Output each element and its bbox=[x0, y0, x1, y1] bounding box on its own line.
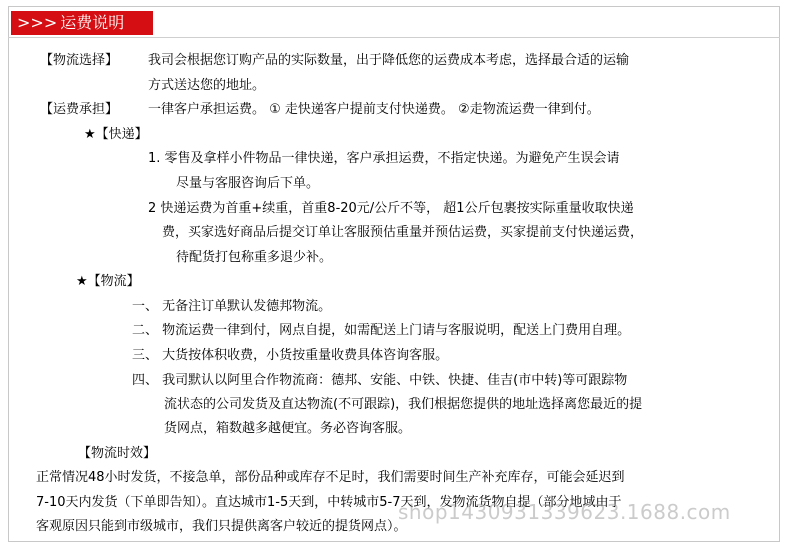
section-title bbox=[11, 11, 153, 35]
freight-bearing-label: 【运费承担】 bbox=[40, 102, 119, 117]
logistics-choice-line1: 我司会根据您订购产品的实际数量，出于降低您的运费成本考虑，选择最合适的运输 bbox=[148, 53, 630, 68]
timeliness-heading: 【物流时效】 bbox=[78, 446, 157, 461]
express-item-1-line1: 1. 零售及拿样小件物品一律快递，客户承担运费，不指定快递。为避免产生误会请 bbox=[148, 151, 620, 166]
express-item-2-line1: 2 快递运费为首重+续重，首重8-20元/公斤不等， 超1公斤包裹按实际重量收取快递 bbox=[148, 201, 634, 216]
timeliness-line1: 正常情况48小时发货，不接急单，部份品种或库存不足时，我们需要时间生产补充库存，可能会延迟到 bbox=[36, 470, 625, 485]
express-item-2-line2: 费，买家选好商品后提交订单让客服预估重量并预估运费，买家提前支付快递运费， bbox=[162, 225, 644, 240]
logistics-item-4-line2: 流状态的公司发货及直达物流(不可跟踪)，我们根据您提供的地址选择离您最近的提 bbox=[164, 397, 643, 412]
express-item-1-line2: 尽量与客服咨询后下单。 bbox=[176, 176, 320, 191]
logistics-item-3: 三、 大货按体积收费，小货按重量收费具体咨询客服。 bbox=[132, 348, 449, 363]
logistics-item-4-line3: 货网点，箱数越多越便宜。务必咨询客服。 bbox=[164, 421, 412, 436]
express-item-2-line3: 待配货打包称重多退少补。 bbox=[176, 250, 333, 265]
chevron-arrows-icon: >>> bbox=[17, 13, 58, 32]
shop-watermark: shop1430931339623.1688.com bbox=[398, 500, 731, 524]
logistics-item-4-line1: 四、 我司默认以阿里合作物流商：德邦、安能、中铁、快捷、佳吉(市中转)等可跟踪物 bbox=[132, 373, 628, 388]
freight-bearing-text: 一律客户承担运费。 ① 走快递客户提前支付快递费。 ②走物流运费一律到付。 bbox=[148, 102, 600, 117]
logistics-item-2: 二、 物流运费一律到付，网点自提，如需配送上门请与客服说明，配送上门费用自理。 bbox=[132, 323, 631, 338]
section-title-text: 运费说明 bbox=[60, 13, 125, 32]
timeliness-line3: 客观原因只能到市级城市，我们只提供离客户较近的提货网点）。 bbox=[36, 519, 407, 534]
logistics-choice-line2: 方式送达您的地址。 bbox=[148, 78, 266, 93]
express-heading: ★【快递】 bbox=[84, 127, 148, 142]
logistics-item-1: 一、 无备注订单默认发德邦物流。 bbox=[132, 299, 332, 314]
logistics-heading: ★【物流】 bbox=[76, 274, 140, 289]
logistics-choice-label: 【物流选择】 bbox=[40, 53, 119, 68]
timeliness-line2: 7-10天内发货（下单即告知）。直达城市1-5天到，中转城市5-7天到，发物流货物自提（部分地域由于 bbox=[36, 495, 622, 510]
